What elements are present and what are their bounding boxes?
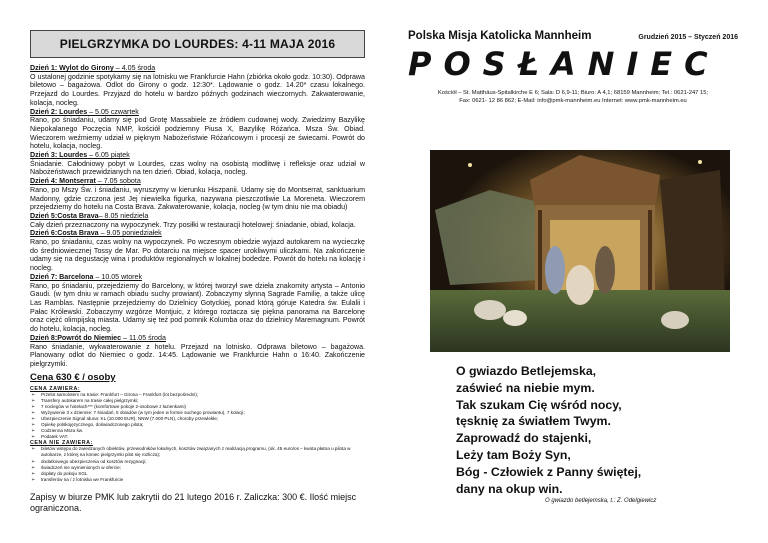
poem-line: Bóg - Człowiek z Panny świętej, [456,464,642,479]
day-3 [30,151,365,177]
day-4 [30,177,365,212]
registration-note: Zapisy w biurze PMK lub zakrytii do 21 lutego 2016 r. Zaliczka: 300 €. Ilość miejsc ograniczona. [30,491,357,513]
poem-line: Zaprowadź do stajenki, [456,431,592,446]
day-date: – 5.05 czwartek [87,107,139,116]
day-7 [30,273,365,334]
day-text: Rano, po śniadaniu, przejedziemy do Barcelony, w której tworzył swe dzieła znakomity artysta – Antonio Gaudi. (w tym dniu w ramach obiadu suchy prowiant). Zobaczymy słynną Sagrade Familię, a także ulicę Las Ramblas. Następnie przejedziemy do Dzielnicy Gotyckiej, ponad którą góruje Katedra św. Eulalii i Pałac Królewski. Zobaczymy wzgórze Montjuic, z którego roztacza się piękna panorama na Barcelonę oraz ciężć olimpijską miasta. Udamy się też pod pomnik Kolumba oraz do dzielnicy Maremagnum. Powrót do hotelu, kolacja, nocleg. [30,281,365,334]
day-date: – 10.05 wtorek [93,272,142,281]
price: Cena 630 € / osoby [30,371,116,383]
list-item: ➢ świadczeń nie wymienionych w ofercie; [30,465,365,471]
newsletter-logo: POSŁANIEC [408,45,720,83]
poem-line: O gwiazdo Betlejemska, [456,364,597,378]
list-item: ➢ dopłaty do pokoju SGL [30,471,365,477]
list-item: ➢ dodatkowego ubezpieczenia od kosztów rezygnacji; [30,459,365,465]
day-text: O ustalonej godzinie spotykamy się na lotnisku we Frankfurcie Hahn (zbiórka około godz. 10:30). Odprawa biletowo – bagażowa. Odlot do Girony o godz. 12:30*. Lądowanie o godz. 14.20* czasu lokalnego. Przejazd do Lourdes. Przyjazd do hotelu w bardzo późnych godzinach wieczornych. Zakwaterowanie, kolacja, nocleg. [30,72,365,107]
day-heading: Dzień 2: Lourdes [30,107,88,116]
poem-line: zaświeć na niebie mym. [456,380,595,395]
excludes-title: CENA NIE ZAWIERA: [30,440,93,447]
includes-title: CENA ZAWIERA: [30,385,81,392]
day-heading: Dzień 3: Lourdes [30,151,88,160]
day-date: – 4.05 środa [113,64,156,72]
day-heading: Dzień 6:Costa Brava [30,229,99,238]
list-item: ➢ transferów na / z lotniska we Frankfurcie [30,477,365,483]
pilgrimage-title: PIELGRZYMKA DO LOURDES: 4-11 MAJA 2016 [59,37,336,51]
day-heading: Dzień 8:Powrót do Niemiec [30,333,122,342]
day-5 [30,212,365,229]
day-text: Rano, po Mszy Św. i śniadaniu, wyruszymy w kierunku Hiszpanii. Udamy się do Montserrat, sanktuarium Madonny, gdzie czczona jest Jej niewielka figurka, nazywana pieszczotliwie La Moreneta. Wieczorem przejedziemy do hotelu na Costa Brava. Zakwaterowanie, kolacja, nocleg (w tym dniu nie ma obiadu) [30,185,365,212]
masthead [408,30,738,105]
excludes-list [30,446,365,483]
itinerary [30,64,365,369]
list-item: ➢ biletów wstępu do zwiedzanych obiektów, przewodników lokalnych, kosztów związanych z realizacją programu, (ok. 45 euro/os – kwota płatna u pilota w autokarze, z której na koniec pielgrzymki pilot się rozlicza); [30,446,365,458]
contact-address [408,89,738,105]
poem-caption: O gwiazdo betlejemska, t.: Z. Odelgiewicz [545,498,657,504]
day-date: – 6.05 piątek [87,151,130,160]
mission-name: Polska Misja Katolicka Mannheim [408,30,592,42]
day-date: – 8.05 niedziela [98,211,149,220]
list-item: ➢ Transfery autokarem na trasie całej pielgrzymki; [30,398,365,404]
address-line: Kościół – St. Matthäus-Spitalkirche E 6; Sala: D 6,9-11; Biuro: A 4,1; 68159 Mannheim; Tel.: 0621-247 15; [437,90,709,96]
day-2 [30,108,365,152]
list-item: ➢ Ubezpieczenie Signal Iduna: KL (10.000 EUR), NNW (7.000 PLN), choroby przewlekłe; [30,416,365,422]
poem-line: dany na okup win. [456,481,563,496]
list-item: ➢ 7 noclegów w hotelach*** (komfortowe pokoje 2-osobowe z łazienkami) [30,404,365,410]
list-item: ➢ Codzienna Msza św. [30,428,365,434]
poem-line: Tak szukam Cię wśród nocy, [456,397,622,412]
nativity-scene-photo [430,150,730,352]
list-item: ➢ Wyżywienie 3 x dziennie: 7 śniadań, 5 obiadów (w tym jeden w formie suchego prowiantu), 7 kolacji; [30,410,365,416]
day-heading: Dzień 7: Barcelona [30,272,94,281]
day-date: – 7.05 sobota [95,177,141,186]
day-6 [30,229,365,273]
day-text: Cały dzień przeznaczony na wypoczynek. Trzy posiłki w restauracji hotelowej: śniadanie, obiad, kolacja. [30,220,356,229]
day-date: – 11.05 środa [121,333,166,342]
includes-list [30,392,365,441]
pilgrimage-title-box [30,30,365,58]
day-heading: Dzień 1: Wylot do Girony [30,64,114,72]
day-date: – 9.05 poniedziałek [98,229,162,238]
masthead-top [408,30,738,42]
day-1 [30,64,365,108]
day-text: Rano, po śniadaniu, udamy się pod Grotę Massabiele ze źródłem cudownej wody. Zwiedzimy Bazylikę Niepokalanego Poczęcia NMP, kościół podziemny Piusa X, Bazylikę Różańca. Msza Św. Obiad. Wieczorem weźmiemy udział w pięknym Nabożeństwie Różańcowym i procesji ze świecami. Powrót do hotelu, kolacja, nocleg. [30,116,365,151]
day-8 [30,334,365,369]
poem [456,363,746,497]
list-item: ➢ Przelot samolotem na trasie: Frankfurt – Girona – Frankfurt (lot bezpośredni); [30,392,365,398]
day-text: Rano, po śniadaniu, czas wolny na wypoczynek. Po wczesnym obiedzie wyjazd autokarem na wycieczkę do średniowiecznej Tossy de Mar. Po dotarciu na miejsce spacer urokliwymi uliczkami. Na zakończenie udamy się na degustację wina i produktów regionalnych w lokalnej bodedze. Powrót do hotelu na kolację i nocleg. [30,238,365,273]
list-item: ➢ Opiekę polskojęzycznego, doświadczonego pilota; [30,422,365,428]
list-item: ➢ Podatek VAT. [30,434,365,440]
day-text: Śniadanie. Całodniowy pobyt w Lourdes, czas wolny na osobistą modlitwę i refleksje oraz udział w Nabożeństwach przewidzianych na ten dzień. Obiad, kolacja, nocleg. [30,159,365,177]
issue-date: Grudzień 2015 – Styczeń 2016 [638,34,738,41]
itinerary-column [30,30,365,514]
address-line: Fax: 0621- 12 86 862; E-Mail: info@pmk-mannheim.eu Internet: www.pmk-mannheim.eu [459,98,687,104]
poem-line: tęsknię za światłem Twym. [456,414,611,429]
poem-line: Leży tam Boży Syn, [456,447,571,462]
day-heading: Dzień 4: Montserrat [30,177,96,186]
day-text: Rano śniadanie, wykwaterowanie z hotelu. Przejazd na lotnisko. Odprawa biletowo – bagażowa. Planowany odlot do Niemiec o godz. 14:45. Lądowanie we Frankfurcie Hahn o 16:40. Zakończenie pielgrzymki. [30,342,365,368]
day-heading: Dzień 5:Costa Brava [30,211,99,220]
